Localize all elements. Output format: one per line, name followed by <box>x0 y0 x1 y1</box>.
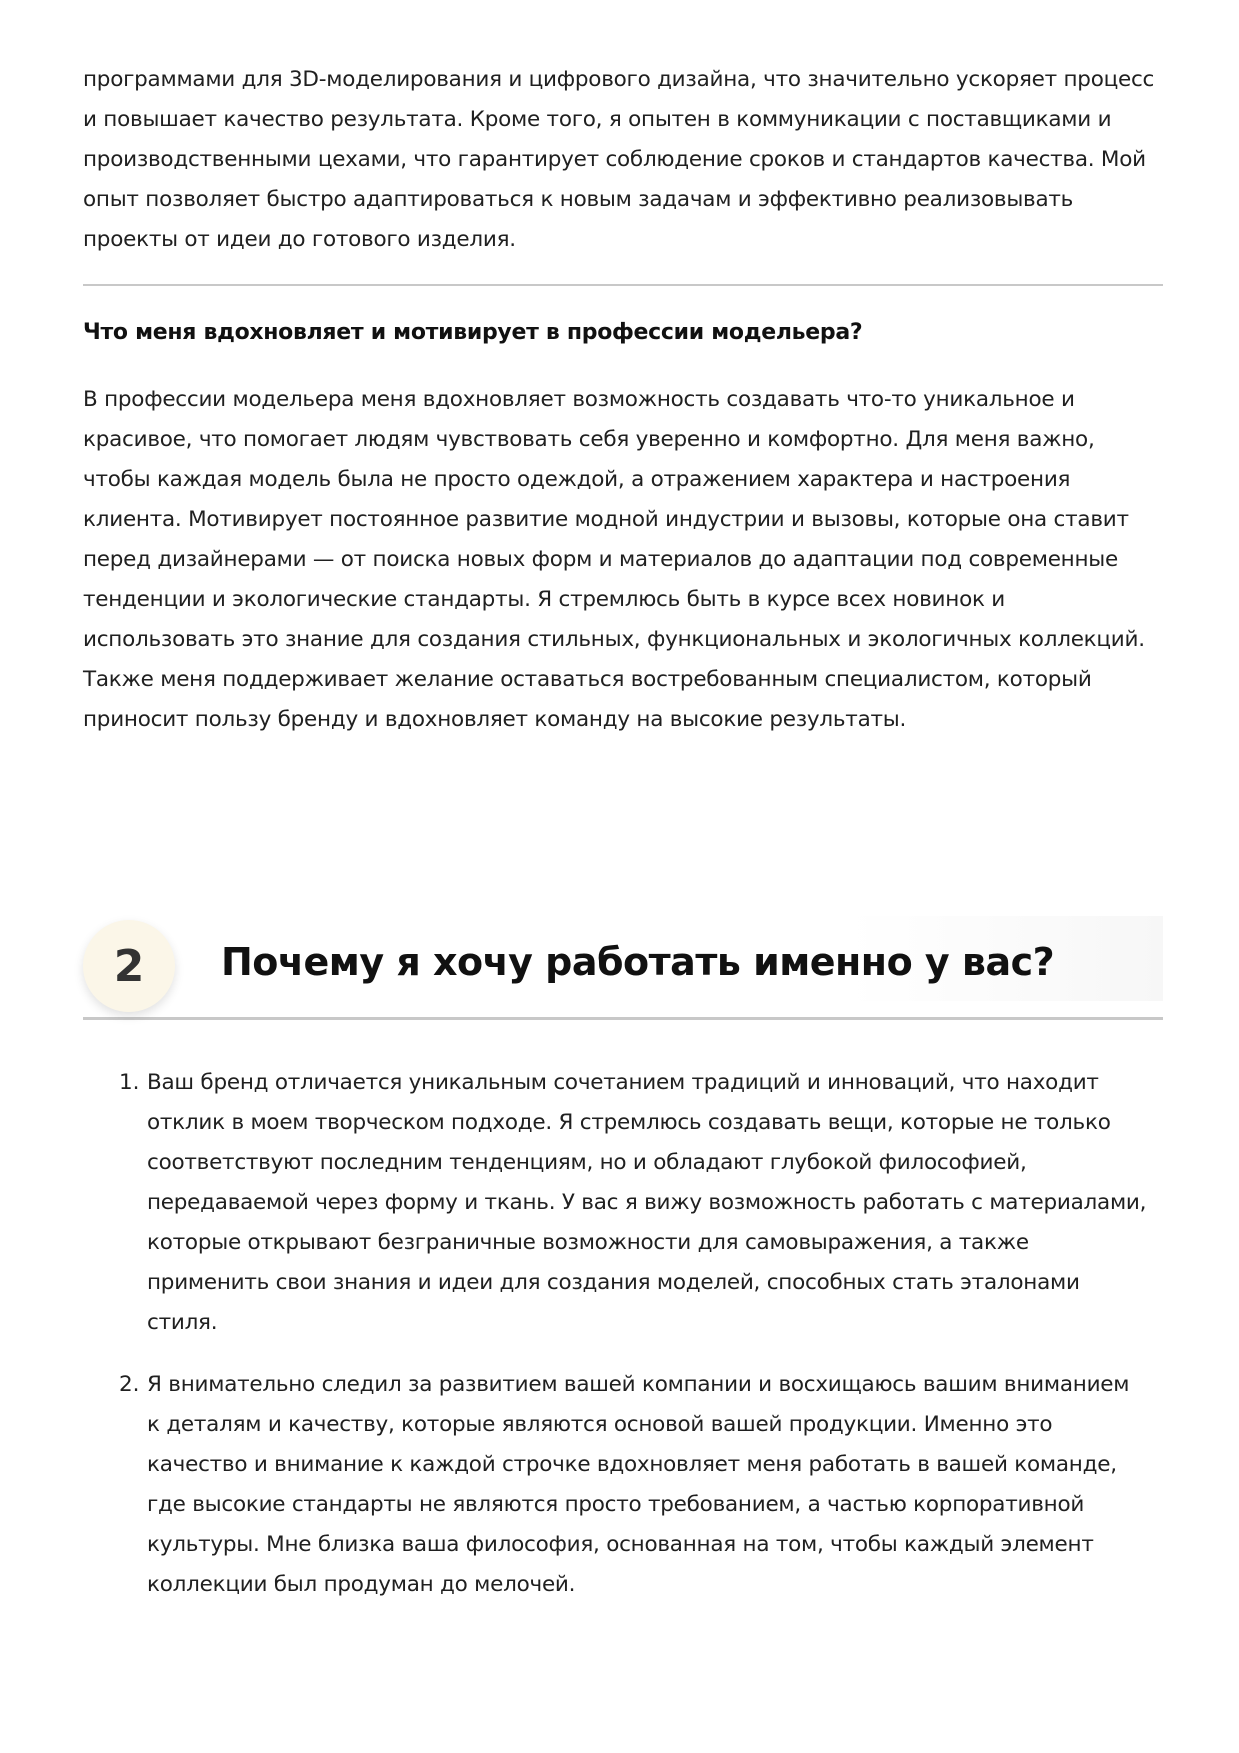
section-number-badge: 2 <box>83 920 175 1012</box>
list-item-number: 1. <box>119 1070 140 1095</box>
list-item-number: 2. <box>119 1372 140 1397</box>
intro-paragraph: программами для 3D-моделирования и цифрового дизайна, что значительно ускоряет процесс и повышает качество результата. Кроме того, я опытен в коммуникации с поставщиками и производственными цехами, что гарантирует соблюдение сроков и стандартов качества. Мой опыт позволяет быстро адаптироваться к новым задачам и эффективно реализовывать проекты от идеи до готового изделия. <box>83 67 1155 252</box>
list-item-text: Я внимательно следил за развитием вашей компании и восхищаюсь вашим вниманием к деталям и качеству, которые являются основой вашей продукции. Именно это качество и внимание к каждой строчке вдохновляет меня работать в вашей команде, где высокие стандарты не являются просто требованием, а частью корпоративной культуры. Мне близка ваша философия, основанная на том, чтобы каждый элемент коллекции был продуман до мелочей. <box>147 1372 1130 1597</box>
question-heading: Что меня вдохновляет и мотивирует в профессии модельера? <box>83 320 863 345</box>
list-item-text: Ваш бренд отличается уникальным сочетанием традиций и инноваций, что находит отклик в моем творческом подходе. Я стремлюсь создавать вещи, которые не только соответствуют последним тенденциям, но и обладают глубокой философией, передаваемой через форму и ткань. У вас я вижу возможность работать с материалами, которые открывают безграничные возможности для самовыражения, а также применить свои знания и идеи для создания моделей, способных стать эталонами стиля. <box>147 1070 1147 1335</box>
list-item <box>119 1063 1147 1343</box>
section-title: Почему я хочу работать именно у вас? <box>221 940 1055 984</box>
reasons-list <box>119 1063 1147 1627</box>
answer-paragraph: В профессии модельера меня вдохновляет возможность создавать что-то уникальное и красивое, что помогает людям чувствовать себя уверенно и комфортно. Для меня важно, чтобы каждая модель была не просто одеждой, а отражением характера и настроения клиента. Мотивирует постоянное развитие модной индустрии и вызовы, которые она ставит перед дизайнерами — от поиска новых форм и материалов до адаптации под современные тенденции и экологические стандарты. Я стремлюсь быть в курсе всех новинок и использовать это знание для создания стильных, функциональных и экологичных коллекций. Также меня поддерживает желание оставаться востребованным специалистом, который приносит пользу бренду и вдохновляет команду на высокие результаты. <box>83 387 1145 732</box>
section-header <box>83 912 1163 1020</box>
section-divider <box>83 284 1163 286</box>
list-item <box>119 1365 1147 1605</box>
